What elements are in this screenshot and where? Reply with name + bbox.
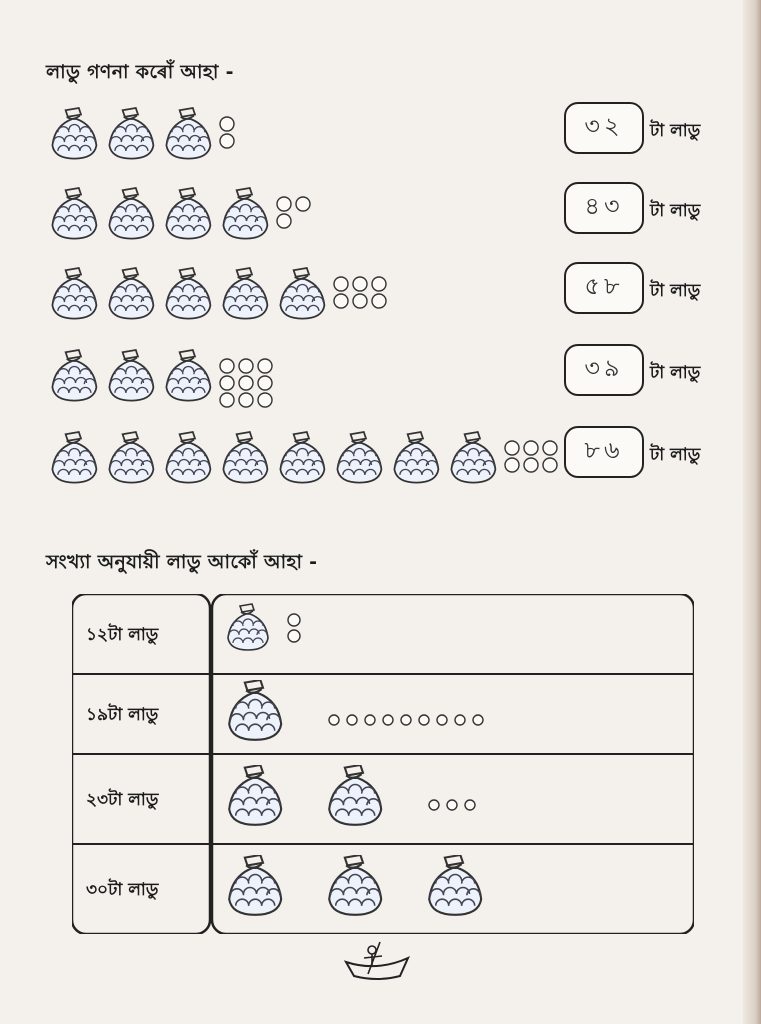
laddu-bag-icon [280, 432, 324, 483]
single-laddu-icon [220, 359, 234, 373]
single-laddu-icon [239, 393, 253, 407]
single-laddu-icon [372, 294, 386, 308]
single-laddu-icon [334, 277, 348, 291]
laddu-bag-icon [166, 350, 210, 401]
single-laddu-icon [437, 715, 447, 725]
single-laddu-icon [239, 376, 253, 390]
single-laddu-icon [288, 630, 300, 642]
single-laddu-icon [220, 117, 234, 131]
laddu-picture [48, 350, 548, 414]
laddu-bag-icon [109, 350, 153, 401]
single-laddu-icon [220, 134, 234, 148]
single-laddu-icon [334, 294, 348, 308]
single-laddu-icon [455, 715, 465, 725]
laddu-picture [48, 188, 548, 252]
table-row-label: ২৩টা লাডু [86, 790, 159, 810]
draw-laddu-table [72, 594, 694, 934]
single-laddu-icon [524, 458, 538, 472]
laddu-bag-icon [166, 188, 210, 239]
single-laddu-icon [258, 359, 272, 373]
drawn-laddu-cell[interactable] [218, 765, 688, 845]
handwritten-answer: ৩৯ [584, 354, 624, 382]
laddu-bag-icon [109, 268, 153, 319]
unit-label: টা লাডু [650, 281, 701, 301]
laddu-bag-icon [52, 350, 96, 401]
laddu-bag-icon [337, 432, 381, 483]
laddu-bag-icon [166, 268, 210, 319]
laddu-bag-icon [223, 188, 267, 239]
laddu-bag-icon [229, 680, 281, 740]
laddu-bag-icon [52, 188, 96, 239]
laddu-bag-icon [329, 765, 381, 825]
page-edge [743, 0, 761, 1024]
table-row-label: ১২টা লাডু [86, 625, 159, 645]
single-laddu-icon [347, 715, 357, 725]
laddu-bag-icon [223, 432, 267, 483]
single-laddu-icon [220, 376, 234, 390]
single-laddu-icon [447, 800, 457, 810]
counting-row [48, 188, 548, 248]
single-laddu-icon [288, 614, 300, 626]
single-laddu-icon [419, 715, 429, 725]
draw-laddu-heading: সংখ্যা অনুযায়ী লাডু আকোঁ আহা - [46, 551, 318, 573]
single-laddu-icon [220, 393, 234, 407]
boat-illustration [342, 940, 412, 988]
laddu-bag-icon [329, 855, 381, 915]
laddu-picture [48, 432, 548, 496]
single-laddu-icon [543, 441, 557, 455]
answer-box[interactable] [564, 426, 644, 478]
unit-label: টা লাডু [650, 201, 701, 221]
single-laddu-icon [277, 197, 291, 211]
laddu-bag-icon [394, 432, 438, 483]
laddu-bag-icon [166, 432, 210, 483]
single-laddu-icon [365, 715, 375, 725]
handwritten-answer: ৫৮ [584, 272, 624, 300]
handwritten-answer: ৮৬ [584, 436, 624, 464]
single-laddu-icon [258, 393, 272, 407]
laddu-bag-icon [229, 765, 281, 825]
table-row-label: ১৯টা লাডু [86, 705, 159, 725]
single-laddu-icon [524, 441, 538, 455]
single-laddu-icon [372, 277, 386, 291]
answer-box[interactable] [564, 102, 644, 154]
laddu-bag-icon [52, 268, 96, 319]
single-laddu-icon [277, 214, 291, 228]
handwritten-answer: ৪৩ [584, 192, 624, 220]
drawn-laddu-cell[interactable] [218, 855, 688, 935]
laddu-bag-icon [451, 432, 495, 483]
unit-label: টা লাডু [650, 445, 701, 465]
single-laddu-icon [401, 715, 411, 725]
drawn-laddu-cell[interactable] [218, 680, 688, 760]
laddu-bag-icon [223, 268, 267, 319]
laddu-bag-icon [109, 108, 153, 159]
single-laddu-icon [353, 294, 367, 308]
single-laddu-icon [473, 715, 483, 725]
single-laddu-icon [505, 441, 519, 455]
single-laddu-icon [543, 458, 557, 472]
laddu-bag-icon [429, 855, 481, 915]
single-laddu-icon [329, 715, 339, 725]
single-laddu-icon [296, 197, 310, 211]
single-laddu-icon [258, 376, 272, 390]
single-laddu-icon [465, 800, 475, 810]
laddu-picture [48, 268, 548, 332]
laddu-bag-icon [109, 188, 153, 239]
single-laddu-icon [429, 800, 439, 810]
handwritten-answer: ৩২ [584, 112, 624, 140]
unit-label: টা লাডু [650, 121, 701, 141]
laddu-bag-icon [280, 268, 324, 319]
answer-box[interactable] [564, 182, 644, 234]
counting-row [48, 432, 548, 492]
counting-row [48, 268, 548, 328]
answer-box[interactable] [564, 262, 644, 314]
laddu-bag-icon [109, 432, 153, 483]
counting-row [48, 108, 548, 168]
count-laddu-heading: লাডু গণনা কৰোঁ আহা - [46, 61, 234, 83]
laddu-bag-icon [52, 108, 96, 159]
laddu-bag-icon [52, 432, 96, 483]
single-laddu-icon [353, 277, 367, 291]
counting-row [48, 350, 548, 410]
table-row-label: ৩০টা লাডু [86, 880, 159, 900]
laddu-bag-icon [228, 604, 268, 650]
drawn-laddu-cell[interactable] [218, 600, 688, 680]
laddu-bag-icon [166, 108, 210, 159]
single-laddu-icon [505, 458, 519, 472]
laddu-picture [48, 108, 548, 172]
single-laddu-icon [383, 715, 393, 725]
laddu-bag-icon [229, 855, 281, 915]
answer-box[interactable] [564, 344, 644, 396]
single-laddu-icon [239, 359, 253, 373]
unit-label: টা লাডু [650, 363, 701, 383]
